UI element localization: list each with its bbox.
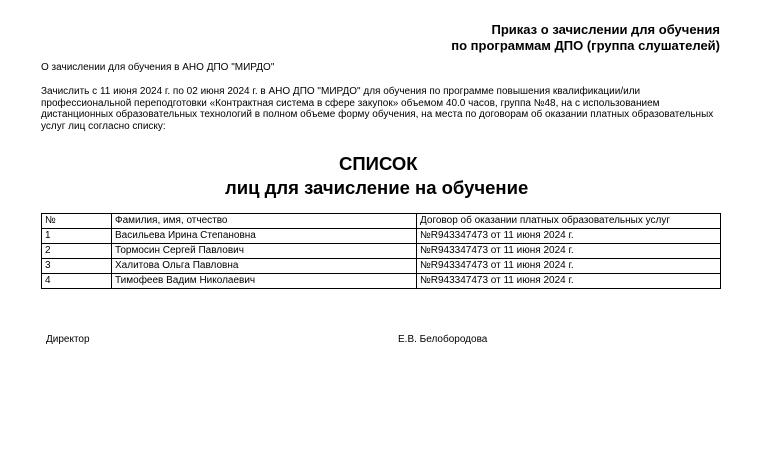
row-number: 4 xyxy=(42,274,112,289)
row-contract: №R943347473 от 11 июня 2024 г. xyxy=(417,244,721,259)
document-title xyxy=(451,22,720,54)
table-header-row xyxy=(42,214,721,229)
list-heading-title: СПИСОК xyxy=(339,153,418,174)
row-number: 1 xyxy=(42,229,112,244)
row-full-name: Тимофеев Вадим Николаевич xyxy=(112,274,417,289)
order-subject: О зачислении для обучения в АНО ДПО "МИРДО" xyxy=(41,62,275,73)
signature-role: Директор xyxy=(46,334,90,345)
table-row xyxy=(42,229,721,244)
row-number: 2 xyxy=(42,244,112,259)
students-table xyxy=(41,213,721,289)
row-contract: №R943347473 от 11 июня 2024 г. xyxy=(417,259,721,274)
row-contract: №R943347473 от 11 июня 2024 г. xyxy=(417,274,721,289)
document-title-line-2: по программам ДПО (группа слушателей) xyxy=(451,38,720,53)
row-full-name: Халитова Ольга Павловна xyxy=(112,259,417,274)
order-body-text: Зачислить с 11 июня 2024 г. по 02 июня 2024 г. в АНО ДПО "МИРДО" для обучения по программе повышения квалификации/или профессиональной переподготовки «Контрактная система в сфере закупок» объемом 40.0 часов, группа №48, на с использованием дистанционных образовательных технологий в полном объеме форму обучения, на места по договорам об оказании платных образовательных услуг лиц согласно списку: xyxy=(41,86,714,132)
column-header-number: № xyxy=(42,214,112,229)
signature-name: Е.В. Белобородова xyxy=(398,334,488,345)
column-header-contract: Договор об оказании платных образовательных услуг xyxy=(417,214,721,229)
table-row xyxy=(42,244,721,259)
row-full-name: Васильева Ирина Степановна xyxy=(112,229,417,244)
document-title-line-1: Приказ о зачислении для обучения xyxy=(491,22,720,37)
table-row xyxy=(42,274,721,289)
row-full-name: Тормосин Сергей Павлович xyxy=(112,244,417,259)
list-heading xyxy=(0,152,761,200)
row-contract: №R943347473 от 11 июня 2024 г. xyxy=(417,229,721,244)
column-header-full-name: Фамилия, имя, отчество xyxy=(112,214,417,229)
list-heading-subtitle: лиц для зачисление на обучение xyxy=(225,177,529,198)
row-number: 3 xyxy=(42,259,112,274)
table-row xyxy=(42,259,721,274)
